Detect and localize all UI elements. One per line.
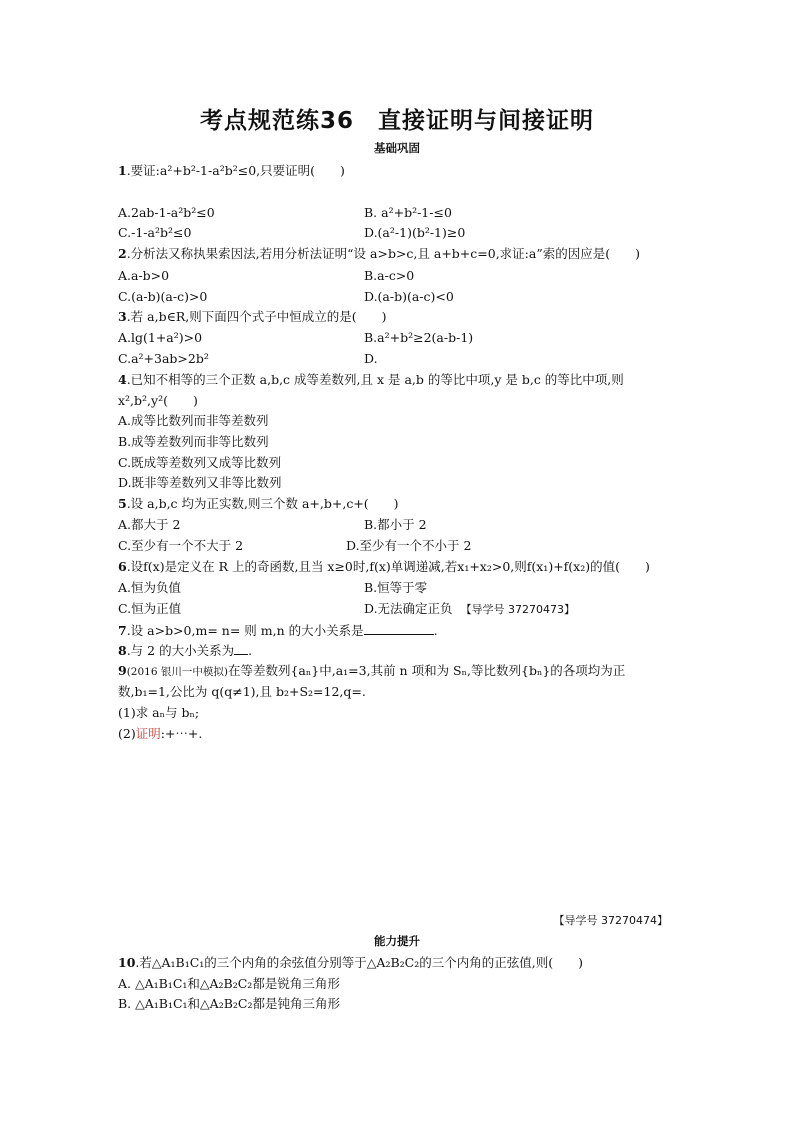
q9-proof-label: 证明 xyxy=(135,726,161,741)
q6-ref-number: 【导学号 37270473】 xyxy=(460,603,576,616)
q2-option-c: C.(a-b)(a-c)>0 xyxy=(118,289,208,304)
q5-option-a: A.都大于 2 xyxy=(118,517,181,532)
q3-stem: 3.若 a,b∈R,则下面四个式子中恒成立的是( ) xyxy=(118,309,387,324)
q2-option-a: A.a-b>0 xyxy=(118,268,170,283)
q9-ref-number: 【导学号 37270474】 xyxy=(553,914,668,927)
q5-option-b: B.都小于 2 xyxy=(364,517,427,532)
q10-option-a: A. △A₁B₁C₁和△A₂B₂C₂都是锐角三角形 xyxy=(118,976,340,991)
q5-stem: 5.设 a,b,c 均为正实数,则三个数 a+,b+,c+( ) xyxy=(118,496,399,511)
q4-option-b: B.成等差数列而非等比数列 xyxy=(118,434,269,449)
q1-option-a: A.2ab-1-a²b²≤0 xyxy=(118,205,215,220)
q5-option-c: C.至少有一个不大于 2 xyxy=(118,538,244,553)
q1-option-b: B. a²+b²-1-≤0 xyxy=(364,205,452,220)
q6-option-c: C.恒为正值 xyxy=(118,601,182,616)
q9-stem-cont: 数,b₁=1,公比为 q(q≠1),且 b₂+S₂=12,q=. xyxy=(118,684,366,699)
q2-options-cd xyxy=(118,289,454,305)
q9-source: (2016 银川一中模拟) xyxy=(126,666,228,678)
q9-part2: (2)证明:+⋯+. xyxy=(118,726,203,741)
q10-stem: 10.若△A₁B₁C₁的三个内角的余弦值分别等于△A₂B₂C₂的三个内角的正弦值,则( ) xyxy=(118,955,583,970)
q8-stem: 8.与 2 的大小关系为 . xyxy=(118,643,253,658)
q5-option-d: D.至少有一个不小于 2 xyxy=(346,538,472,553)
q3-options-cd xyxy=(118,351,378,367)
section-advanced: 能力提升 xyxy=(374,934,420,948)
q6-option-b: B.恒等于零 xyxy=(364,580,428,595)
q3-options-ab xyxy=(118,330,474,346)
q4-stem-cont: x²,b²,y²( ) xyxy=(118,393,198,408)
section-basic: 基础巩固 xyxy=(374,141,420,155)
q2-option-d: D.(a-b)(a-c)<0 xyxy=(364,289,454,304)
q5-options-cd xyxy=(118,538,472,554)
q4-stem: 4.已知不相等的三个正数 a,b,c 成等差数列,且 x 是 a,b 的等比中项,y 是 b,c 的等比中项,则 xyxy=(118,372,624,387)
q9-part1: (1)求 aₙ与 bₙ; xyxy=(118,705,200,720)
q6-option-d: D.无法确定正负 【导学号 37270473】 xyxy=(364,601,576,616)
q6-stem: 6.设f(x)是定义在 R 上的奇函数,且当 x≥0时,f(x)单调递减,若x₁+x₂>0,则f(x₁)+f(x₂)的值( ) xyxy=(118,559,650,574)
q3-option-b: B.a²+b²≥2(a-b-1) xyxy=(364,330,474,345)
q1-option-d: D.(a²-1)(b²-1)≥0 xyxy=(364,225,466,240)
q7-stem: 7.设 a>b>0,m= n= 则 m,n 的大小关系是 . xyxy=(118,623,438,638)
q1-options-cd xyxy=(118,225,466,241)
q7-answer-blank xyxy=(364,622,434,635)
q4-option-a: A.成等比数列而非等差数列 xyxy=(118,413,269,428)
q6-option-a: A.恒为负值 xyxy=(118,580,182,595)
q2-stem: 2.分析法又称执果索因法,若用分析法证明“设 a>b>c,且 a+b+c=0,求证:a”索的因应是( ) xyxy=(118,246,640,261)
q6-options-ab xyxy=(118,580,428,596)
q1-options-ab xyxy=(118,205,452,221)
q3-option-c: C.a²+3ab>2b² xyxy=(118,351,209,366)
q5-options-ab xyxy=(118,517,427,533)
q6-options-cd xyxy=(118,601,576,617)
q2-options-ab xyxy=(118,268,415,284)
q4-option-c: C.既成等差数列又成等比数列 xyxy=(118,455,282,470)
q4-option-d: D.既非等差数列又非等比数列 xyxy=(118,475,282,490)
q8-answer-blank xyxy=(234,642,248,655)
q2-option-b: B.a-c>0 xyxy=(364,268,415,283)
q3-option-a: A.lg(1+a²)>0 xyxy=(118,330,203,345)
q1-option-c: C.-1-a²b²≤0 xyxy=(118,225,192,240)
q1-stem: 1.要证:a²+b²-1-a²b²≤0,只要证明( ) xyxy=(118,163,345,178)
q3-option-d: D. xyxy=(364,351,378,366)
q9-stem: 9(2016 银川一中模拟)在等差数列{aₙ}中,a₁=3,其前 n 项和为 Sₙ,等比数列{bₙ}的各项均为正 xyxy=(118,663,626,678)
page-title: 考点规范练36 直接证明与间接证明 xyxy=(199,108,594,134)
q10-option-b: B. △A₁B₁C₁和△A₂B₂C₂都是钝角三角形 xyxy=(118,996,340,1011)
